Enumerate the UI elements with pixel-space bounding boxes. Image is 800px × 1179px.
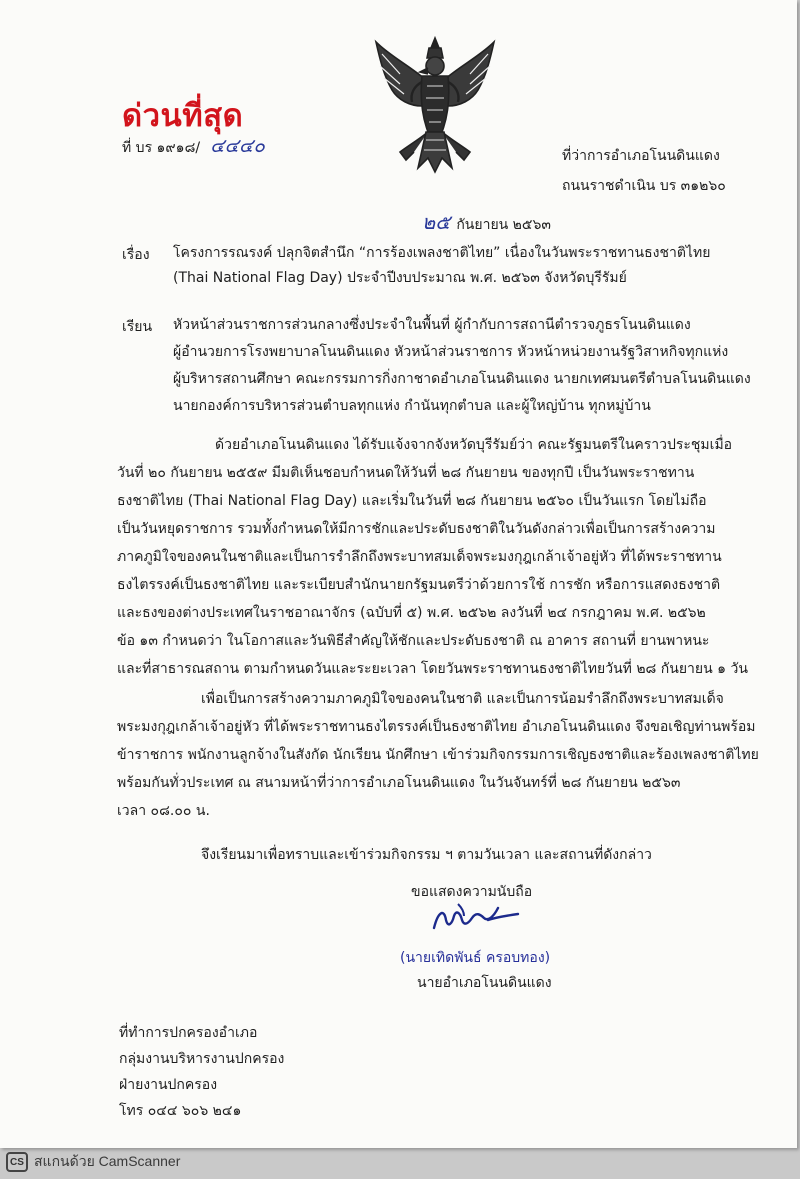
document-number [122, 131, 265, 161]
closing-respect: ขอแสดงความนับถือ [411, 884, 533, 900]
recipient-line-3: ผู้บริหารสถานศึกษา คณะกรรมการกิ่งกาชาดอำเภอโนนดินแดง นายกเทศมนตรีตำบลโนนดินแดง [173, 371, 751, 387]
camscanner-label: สแกนด้วย CamScanner [34, 1153, 181, 1169]
signature-icon [428, 898, 528, 938]
camscanner-watermark [6, 1151, 180, 1173]
camscanner-logo-icon: CS [6, 1152, 28, 1172]
paragraph2-line-4: พร้อมกันทั่วประเทศ ณ สนามหน้าที่ว่าการอำเภอโนนดินแดง ในวันจันทร์ที่ ๒๘ กันยายน ๒๕๖๓ [117, 775, 681, 791]
garuda-emblem-icon [370, 36, 500, 174]
document-date [422, 206, 551, 238]
paragraph2-line-5: เวลา ๐๘.๐๐ น. [117, 803, 210, 819]
subject-label: เรื่อง [122, 247, 150, 263]
subject-line-2: (Thai National Flag Day) ประจำปีงบประมาณ พ.ศ. ๒๕๖๓ จังหวัดบุรีรัมย์ [173, 270, 627, 286]
paragraph2-line-1: เพื่อเป็นการสร้างความภาคภูมิใจของคนในชาติ และเป็นการน้อมรำลึกถึงพระบาทสมเด็จ [201, 691, 724, 707]
document-number-prefix: ที่ บร ๑๙๑๘/ [122, 140, 201, 156]
urgency-label: ด่วนที่สุด [122, 98, 244, 134]
paragraph2-line-3: ข้าราชการ พนักงานลูกจ้างในสังกัด นักเรียน นักศึกษา เข้าร่วมกิจกรรมการเชิญธงชาติและร้องเพลงชาติไทย [117, 747, 759, 763]
date-day-handwritten: ๒๕ [422, 210, 451, 234]
subject-line-1: โครงการรณรงค์ ปลุกจิตสำนึก “การร้องเพลงชาติไทย” เนื่องในวันพระราชทานธงชาติไทย [173, 245, 711, 261]
document-number-handwritten: ๔๔๔๐ [210, 135, 265, 157]
footer-line-1: ที่ทำการปกครองอำเภอ [119, 1025, 258, 1041]
paragraph1-line-1: ด้วยอำเภอโนนดินแดง ได้รับแจ้งจากจังหวัดบุรีรัมย์ว่า คณะรัฐมนตรีในคราวประชุมเมื่อ [215, 437, 733, 453]
recipient-line-4: นายกองค์การบริหารส่วนตำบลทุกแห่ง กำนันทุกตำบล และผู้ใหญ่บ้าน ทุกหมู่บ้าน [173, 398, 651, 414]
closing-request: จึงเรียนมาเพื่อทราบและเข้าร่วมกิจกรรม ฯ ตามวันเวลา และสถานที่ดังกล่าว [201, 847, 652, 863]
paragraph1-line-5: ภาคภูมิใจของคนในชาติและเป็นการรำลึกถึงพระบาทสมเด็จพระมงกุฎเกล้าเจ้าอยู่หัว ที่ได้พระราชทาน [117, 549, 722, 565]
paragraph2-line-2: พระมงกุฎเกล้าเจ้าอยู่หัว ที่ได้พระราชทานธงไตรรงค์เป็นธงชาติไทย อำเภอโนนดินแดง จึงขอเชิญท่านพร้อม [117, 719, 756, 735]
paragraph1-line-2: วันที่ ๒๐ กันยายน ๒๕๕๙ มีมติเห็นชอบกำหนดให้วันที่ ๒๘ กันยายน ของทุกปี เป็นวันพระราชทาน [117, 465, 695, 481]
footer-line-4: โทร ๐๔๔ ๖๐๖ ๒๔๑ [119, 1103, 242, 1119]
recipient-line-2: ผู้อำนวยการโรงพยาบาลโนนดินแดง หัวหน้าส่วนราชการ หัวหน้าหน่วยงานรัฐวิสาหกิจทุกแห่ง [173, 344, 729, 360]
footer-line-2: กลุ่มงานบริหารงานปกครอง [119, 1051, 285, 1067]
paragraph1-line-6: ธงไตรรงค์เป็นธงชาติไทย และระเบียบสำนักนายกรัฐมนตรีว่าด้วยการใช้ การชัก หรือการแสดงธงชาติ [117, 577, 721, 593]
date-month-year: กันยายน ๒๕๖๓ [456, 217, 551, 233]
office-address-line-2: ถนนราชดำเนิน บร ๓๑๒๖๐ [562, 178, 726, 194]
paragraph1-line-4: เป็นวันหยุดราชการ รวมทั้งกำหนดให้มีการชักและประดับธงชาติในวันดังกล่าวเพื่อเป็นการสร้างความ [117, 521, 716, 537]
paragraph1-line-3: ธงชาติไทย (Thai National Flag Day) และเริ่มในวันที่ ๒๘ กันยายน ๒๕๖๐ เป็นวันแรก โดยไม่ถือ [117, 493, 707, 509]
recipient-line-1: หัวหน้าส่วนราชการส่วนกลางซึ่งประจำในพื้นที่ ผู้กำกับการสถานีตำรวจภูธรโนนดินแดง [173, 317, 691, 333]
paragraph1-line-8: ข้อ ๑๓ กำหนดว่า ในโอกาสและวันพิธีสำคัญให้ชักและประดับธงชาติ ณ อาคาร สถานที่ ยานพาหนะ [117, 633, 710, 649]
footer-line-3: ฝ่ายงานปกครอง [119, 1077, 218, 1093]
office-address-line-1: ที่ว่าการอำเภอโนนดินแดง [562, 148, 720, 164]
paragraph1-line-7: และธงของต่างประเทศในราชอาณาจักร (ฉบับที่ ๕) พ.ศ. ๒๕๖๒ ลงวันที่ ๒๔ กรกฎาคม พ.ศ. ๒๕๖๒ [117, 605, 706, 621]
recipient-label: เรียน [122, 319, 153, 335]
signer-title: นายอำเภอโนนดินแดง [417, 975, 552, 991]
signer-name: (นายเทิดพันธ์ ครอบทอง) [400, 950, 551, 966]
paragraph1-line-9: และที่สาธารณสถาน ตามกำหนดวันและระยะเวลา โดยวันพระราชทานธงชาติไทยวันที่ ๒๘ กันยายน ๑ วัน [117, 661, 748, 677]
